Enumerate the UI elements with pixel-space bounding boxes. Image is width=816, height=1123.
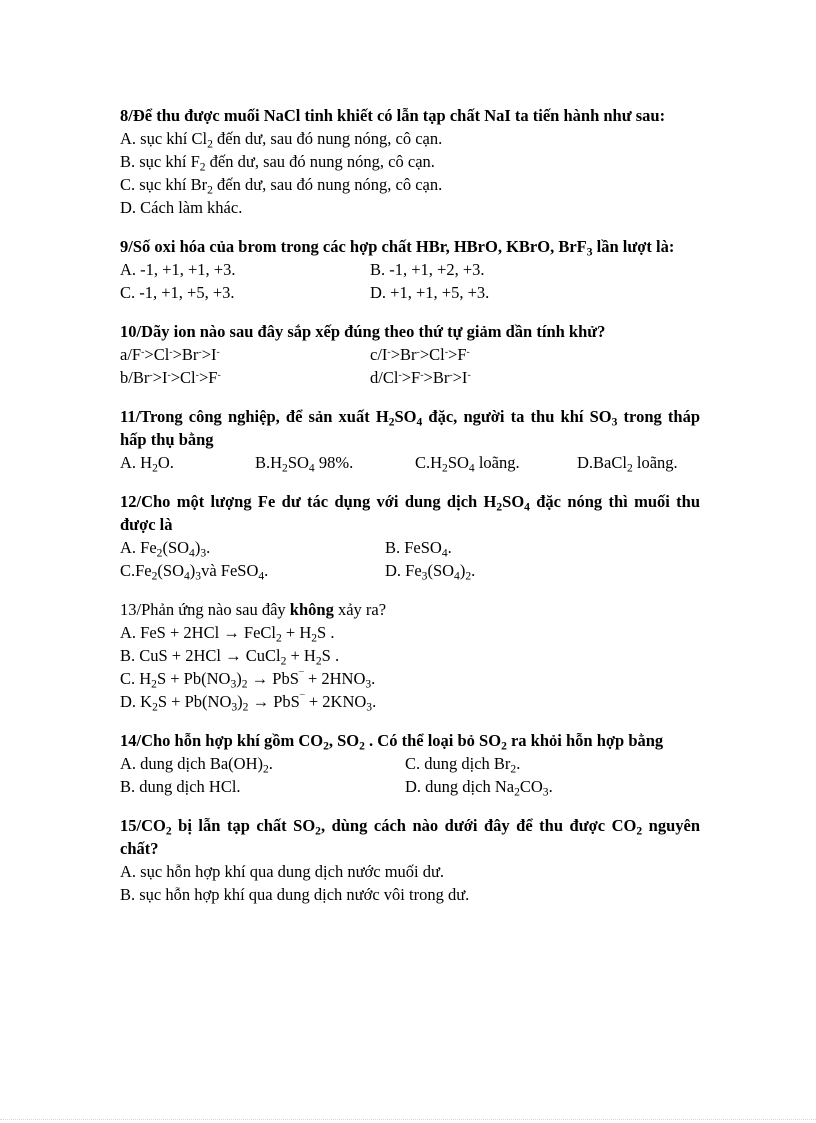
q9-option-c: C. -1, +1, +5, +3.	[120, 283, 235, 302]
q11-option-b: $B.H_2SO_4$ 98%.	[255, 453, 354, 475]
question-8-title: 8/Để thu được muối NaCl tinh khiết có lẫn tạp chất NaI ta tiến hành như sau:	[120, 106, 666, 125]
q14-option-d: D. dung dịch $Na_2CO_3$.	[405, 777, 553, 799]
q10-option-b: b/Br->I->Cl->F-	[120, 368, 221, 387]
question-12	[120, 490, 700, 582]
question-10	[120, 320, 700, 389]
ion-charge: -	[467, 369, 471, 381]
question-13-title: 13/Phản ứng nào sau đây không xảy ra?	[120, 600, 387, 619]
q8-option-a: A. sục khí $Cl_2$ đến dư, sau đó nung nóng, cô cạn.	[120, 129, 443, 151]
q13-option-b: B. CuS + 2HCl → CuCl$_2$ + $H_2S$ .	[120, 646, 340, 668]
q8-option-b: B. sục khí $F_2$ đến dư, sau đó nung nóng, cô cạn.	[120, 152, 435, 174]
question-14-title: 14/Cho hỗn hợp khí gồm $CO_2$, $SO_2$ . Có thể loại bỏ $SO_2$ ra khỏi hỗn hợp bằng	[120, 731, 664, 753]
ion-charge: -	[444, 346, 449, 358]
question-9	[120, 235, 700, 304]
q11-option-d: D.BaCl$_2$ loãng.	[577, 453, 678, 475]
q10-row-2	[120, 366, 700, 389]
q14-option-b: B. dung dịch HCl.	[120, 777, 241, 796]
q13-option-a: A. FeS + 2HCl → FeCl$_2$ + $H_2S$ .	[120, 623, 335, 645]
q8-option-d: D. Cách làm khác.	[120, 198, 243, 217]
q9-option-a: A. -1, +1, +1, +3.	[120, 260, 236, 279]
ion-charge: -	[149, 369, 153, 381]
q12-row-2	[120, 559, 700, 582]
question-12-title: 12/Cho một lượng Fe dư tác dụng với dung dịch $H_2SO_4$ đặc nóng thì muối thu được là	[120, 492, 701, 534]
q14-option-c: C. dung dịch $Br_2$.	[405, 754, 521, 776]
ion-charge: -	[216, 346, 220, 358]
ion-charge: -	[169, 346, 173, 358]
q15-option-a: A. sục hỗn hợp khí qua dung dịch nước muối dư.	[120, 862, 445, 881]
page-bottom-divider	[0, 1119, 816, 1120]
question-8	[120, 104, 700, 219]
q12-option-a: A. $Fe_2(SO_4)_3$.	[120, 538, 211, 560]
q11-option-a: A. $H_2O$.	[120, 453, 174, 475]
q12-option-d: D. $Fe_3(SO_4)_2$.	[385, 561, 476, 583]
q13-option-d: D. $K_2S + Pb(NO_3)_2 \to PbS^¯ + 2KNO_3$.	[120, 692, 377, 714]
q15-option-b: B. sục hỗn hợp khí qua dung dịch nước vôi trong dư.	[120, 885, 470, 904]
q9-row-2	[120, 281, 700, 304]
question-15-title: $15/CO_2$ bị lẫn tạp chất $SO_2$, dùng cách nào dưới đây để thu được $CO_2$ nguyên chất?	[120, 816, 700, 858]
q13-option-c: C. $H_2S + Pb(NO_3)_2 \to PbS^¯ + 2HNO_3$.	[120, 669, 376, 691]
question-15	[120, 814, 700, 906]
q14-row-1	[120, 752, 700, 775]
exam-page	[120, 104, 700, 922]
ion-charge: -	[141, 346, 145, 358]
q8-option-c: C. sục khí $Br_2$ đến dư, sau đó nung nóng, cô cạn.	[120, 175, 443, 197]
q10-option-a: a/F->Cl->Br->I-	[120, 345, 220, 364]
ion-charge: -	[167, 369, 171, 381]
q11-row-1	[120, 451, 700, 474]
question-13	[120, 598, 700, 713]
q12-row-1	[120, 536, 700, 559]
ion-charge: -	[398, 369, 402, 381]
q9-row-1	[120, 258, 700, 281]
q10-row-1	[120, 343, 700, 366]
ion-charge: -	[387, 346, 391, 358]
q12-option-b: B. FeSO$_4$.	[385, 538, 452, 560]
question-11-title: 11/Trong công nghiệp, để sản xuất $H_2SO_4$ đặc, người ta thu khí $SO_3$ trong tháp hấp thụ bằng	[120, 407, 700, 449]
ion-charge: -	[195, 369, 199, 381]
q10-option-c: c/I->Br->Cl->F-	[370, 345, 470, 364]
q9-option-d: D. +1, +1, +5, +3.	[370, 283, 490, 302]
question-10-title: 10/Dãy ion nào sau đây sắp xếp đúng theo thứ tự giảm dần tính khử?	[120, 322, 606, 341]
q10-option-d: d/Cl->F->Br->I-	[370, 368, 471, 387]
question-14	[120, 729, 700, 798]
ion-charge: -	[217, 369, 221, 381]
ion-charge: -	[198, 346, 202, 358]
ion-charge: -	[416, 346, 420, 358]
q14-row-2	[120, 775, 700, 798]
q11-option-c: $C.H_2SO_4$ loãng.	[415, 453, 520, 475]
ion-charge: -	[449, 369, 453, 381]
ion-charge: -	[420, 369, 424, 381]
question-11	[120, 405, 700, 474]
q12-option-c: $C.Fe_2(SO_4)_3và$ FeSO$_4$.	[120, 561, 269, 583]
q9-option-b: B. -1, +1, +2, +3.	[370, 260, 485, 279]
question-9-title: 9/Số oxi hóa của brom trong các hợp chất HBr, HBrO, KBrO, BrF$_3$ lần lượt là:	[120, 237, 675, 259]
ion-charge: -	[466, 346, 470, 358]
q14-option-a: A. dung dịch $Ba(OH)_2$.	[120, 754, 273, 776]
